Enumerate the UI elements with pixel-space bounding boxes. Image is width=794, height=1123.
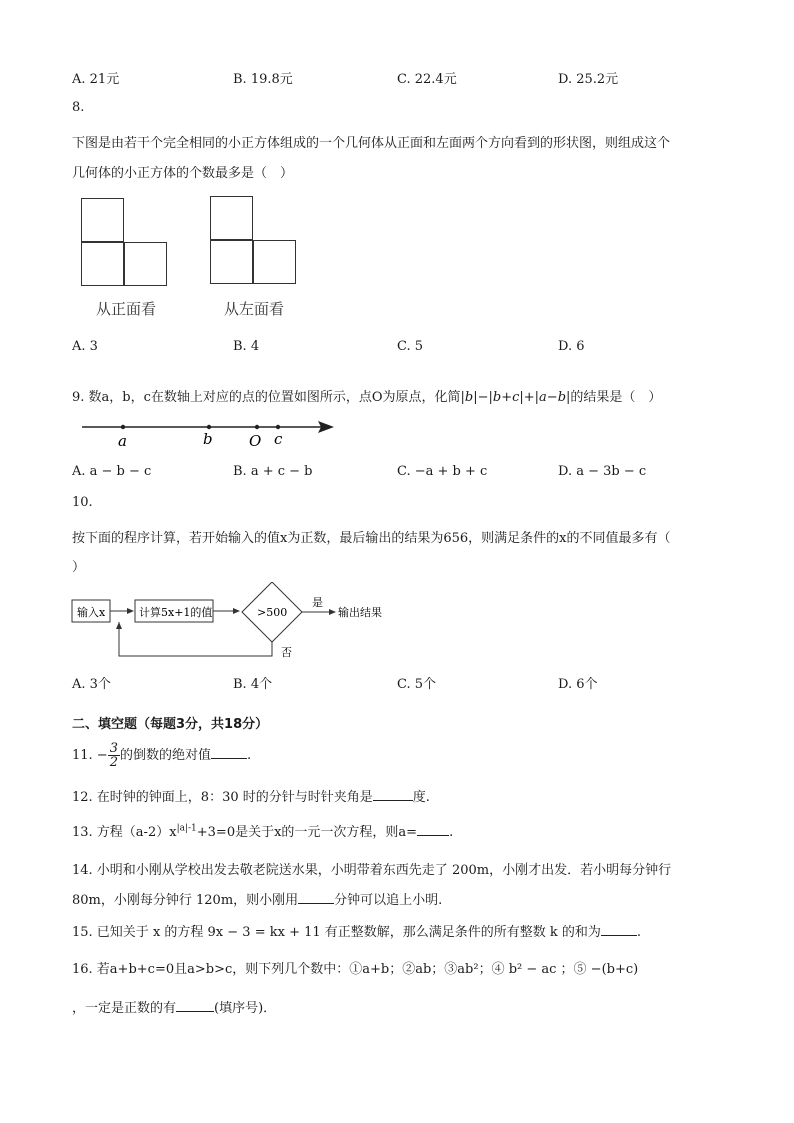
q16-blank — [176, 999, 214, 1012]
q14-line1: 14. 小明和小刚从学校出发去敬老院送水果，小明带着东西先走了 200m，小刚才出发．若小明每分钟行 — [72, 863, 672, 878]
q9-question — [72, 386, 661, 405]
q11-blank — [211, 746, 247, 759]
q12 — [72, 786, 430, 805]
point-o — [255, 425, 259, 429]
cube-square — [253, 240, 296, 284]
arrow-icon — [329, 609, 336, 615]
cube-square — [210, 240, 253, 284]
q11-end: . — [247, 748, 252, 763]
q10-option-a: A. 3个 — [72, 677, 111, 692]
q7-option-b: B. 19.8元 — [233, 72, 293, 87]
label-b: b — [203, 430, 213, 448]
q8-caption-front: 从正面看 — [96, 300, 157, 318]
q11-frac-num: 3 — [109, 741, 118, 756]
section-title: 二、填空题（每题3分，共18分） — [72, 717, 269, 732]
cube-square — [81, 198, 124, 242]
q8-text-line2: 几何体的小正方体的个数最多是（ ） — [72, 166, 294, 181]
q13 — [72, 821, 453, 840]
q10-option-b: B. 4个 — [233, 677, 273, 692]
q11-fraction — [108, 742, 120, 769]
label-a: a — [118, 432, 127, 450]
point-b — [207, 425, 211, 429]
q11 — [72, 742, 251, 769]
q9-option-d: D. a − 3b − c — [558, 464, 647, 479]
flow-output-label: 输出结果 — [338, 606, 382, 619]
q9-number-line — [78, 414, 340, 450]
q14-line2-suffix: 分钟可以追上小明. — [334, 893, 443, 908]
q8-option-c: C. 5 — [397, 339, 424, 354]
q16-line2 — [72, 997, 276, 1016]
cube-square — [124, 242, 167, 286]
q7-option-a: A. 21元 — [72, 72, 120, 87]
q9-option-c: C. −a + b + c — [397, 464, 488, 479]
q9-text-suffix: 的结果是（ ） — [570, 390, 662, 405]
q8-option-b: B. 4 — [233, 339, 260, 354]
q12-blank — [373, 788, 413, 801]
q10-option-c: C. 5个 — [397, 677, 437, 692]
q16-line2-suffix: (填序号)． — [214, 1001, 277, 1016]
flow-no-label: 否 — [281, 646, 292, 659]
q11-suffix: 的倒数的绝对值 — [119, 748, 211, 763]
q9-option-b: B. a + c − b — [233, 464, 313, 479]
q11-prefix: 11. − — [72, 748, 108, 763]
q13-prefix: 13. 方程（a-2）x — [72, 825, 177, 840]
cube-square — [81, 242, 124, 286]
q14-line2-prefix: 80m，小刚每分钟行 120m，则小刚用 — [72, 893, 299, 908]
q7-option-c: C. 22.4元 — [397, 72, 457, 87]
q9-expression: |b|−|b+c|+|a−b| — [460, 390, 571, 405]
point-a — [121, 425, 125, 429]
q8-caption-left: 从左面看 — [224, 300, 285, 318]
arrow-icon — [127, 608, 134, 614]
q10-text-line2: ） — [72, 560, 86, 575]
q10-text-line1: 按下面的程序计算，若开始输入的值x为正数，最后输出的结果为656，则满足条件的x的不同值最多有（ — [72, 531, 671, 546]
label-c: c — [274, 430, 283, 448]
q13-end: . — [449, 825, 454, 840]
q8-option-a: A. 3 — [72, 339, 98, 354]
flow-loop-line — [119, 622, 272, 656]
q8-option-d: D. 6 — [558, 339, 585, 354]
flow-yes-label: 是 — [312, 596, 323, 609]
flow-input-label: 输入x — [77, 606, 106, 619]
arrow-icon — [116, 622, 122, 629]
q15 — [72, 921, 641, 940]
point-c — [276, 425, 280, 429]
q13-exponent: |a|-1 — [176, 823, 197, 834]
q9-option-a: A. a − b − c — [72, 464, 152, 479]
q11-frac-den: 2 — [109, 755, 118, 770]
q16-line2-prefix: ，一定是正数的有 — [72, 1001, 177, 1016]
q15-prefix: 15. 已知关于 x 的方程 9x − 3 = kx + 11 有正整数解，那么满足条件的所有整数 k 的和为 — [72, 925, 601, 940]
q15-blank — [601, 923, 637, 936]
q9-text-prefix: 9. 数a，b，c在数轴上对应的点的位置如图所示，点O为原点，化简 — [72, 390, 461, 405]
label-o: O — [249, 432, 262, 450]
flow-compute-label: 计算5x+1的值 — [139, 606, 213, 619]
q10-flowchart — [70, 582, 400, 662]
q7-option-d: D. 25.2元 — [558, 72, 619, 87]
arrow-icon — [233, 608, 240, 614]
q8-number: 8. — [72, 100, 85, 115]
q10-option-d: D. 6个 — [558, 677, 598, 692]
q12-suffix: 度. — [412, 790, 430, 805]
q14-blank — [298, 891, 334, 904]
q13-middle: +3=0是关于x的一元一次方程，则a= — [196, 825, 418, 840]
flow-condition-label: >500 — [257, 606, 288, 619]
q8-text-line1: 下图是由若干个完全相同的小正方体组成的一个几何体从正面和左面两个方向看到的形状图，则组成这个 — [72, 136, 671, 151]
q13-blank — [417, 823, 449, 836]
q15-end: . — [636, 925, 642, 940]
q12-prefix: 12. 在时钟的钟面上，8：30 时的分针与时针夹角是 — [72, 790, 373, 805]
cube-square — [210, 196, 253, 240]
q10-number: 10. — [72, 495, 93, 510]
q16-line1: 16. 若a+b+c=0且a>b>c，则下列几个数中：①a+b；②ab；③ab²；④ b² − ac ；⑤ −(b+c) — [72, 962, 639, 977]
q14-line2 — [72, 889, 442, 908]
